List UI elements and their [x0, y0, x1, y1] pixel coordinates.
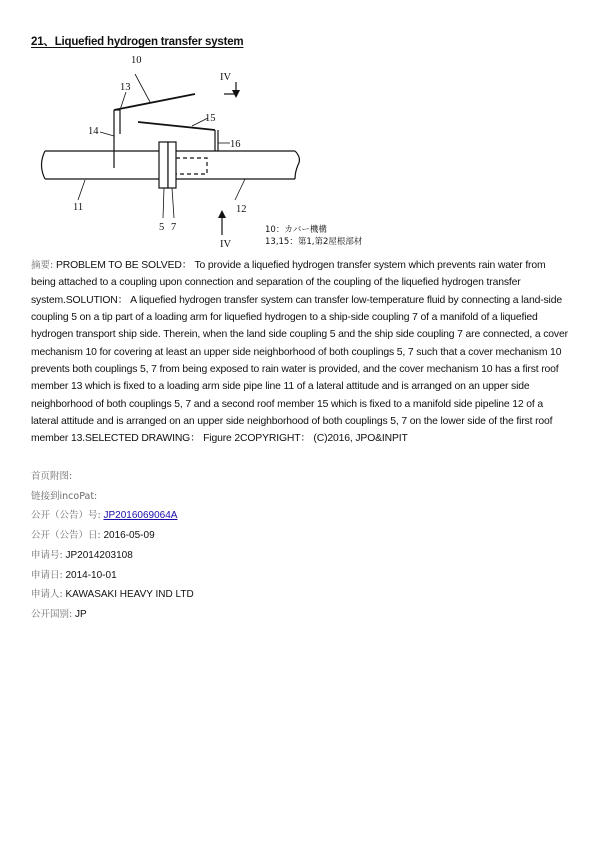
- meta-application-date: 申请日: 2014-10-01: [31, 569, 117, 581]
- coupling-flange-5: [159, 142, 168, 188]
- pipe-break-left: [42, 151, 46, 179]
- metadata-list: [31, 467, 571, 625]
- document-title: 21、Liquefied hydrogen transfer system: [31, 36, 244, 48]
- label-14: 14: [88, 126, 99, 137]
- leader-14: [100, 132, 114, 136]
- pipe-break-right: [295, 151, 299, 179]
- label-12: 12: [236, 204, 247, 215]
- label-5: 5: [159, 222, 165, 233]
- leader-11: [78, 180, 85, 200]
- hidden-pipe-section: [176, 158, 207, 174]
- meta-country: 公开国别: JP: [31, 608, 87, 620]
- label-11: 11: [73, 202, 84, 213]
- label-10: 10: [131, 55, 142, 66]
- label-iv-bottom: IV: [220, 239, 232, 250]
- drawing-caption: [265, 224, 362, 248]
- meta-publication-date: 公开（公告）日: 2016-05-09: [31, 530, 155, 542]
- leader-5: [163, 188, 164, 218]
- leader-7: [172, 188, 174, 218]
- publication-number-link[interactable]: JP2016069064A: [103, 510, 178, 522]
- label-13: 13: [120, 82, 131, 93]
- leader-10: [135, 74, 150, 102]
- meta-first-drawing: 首页附图:: [31, 471, 73, 482]
- caption-line: 13,15：第1,第2屋根部材: [265, 237, 363, 247]
- leader-12: [235, 179, 245, 200]
- roof-member-13-plate: [114, 94, 195, 110]
- abstract: [31, 257, 571, 448]
- roof-member-15-plate: [138, 122, 215, 130]
- label-16: 16: [230, 139, 241, 150]
- meta-publication-number: 公开（公告）号: JP2016069064A: [31, 510, 178, 522]
- label-7: 7: [171, 222, 177, 233]
- abstract-text: PROBLEM TO BE SOLVED： To provide a liquefied hydrogen transfer system which prevents rain water from being attached to a coupling upon connection and separation of the coupling of the liquefied hydrogen transfer system.SOLUTION： A liquefied hydrogen transfer system can transfer low-temperature fluid by connecting a land-side coupling 5 on a tip part of a loading arm for liquefied hydrogen to a ship-side coupling 7 of a manifold of a liquefied hydrogen transport ship side. Therein, when the land side coupling 5 and the ship side coupling 7 are connected, a cover mechanism 10 for covering at least an upper side neighborhood of both couplings 5, 7 such that a cover mechanism 10 prevents both couplings 5, 7 from being exposed to rain water is provided, and the cover mechanism 10 has a first roof member 13 which is fixed to a loading arm side pipe line 11 of a lateral attitude and is arranged on an upper side neighborhood of both couplings 5, 7 and a second roof member 15 which is fixed to a manifold side pipeline 12 of a lateral attitude and is arranged on an upper side neighborhood of both couplings 5, 7 on the lower side of the first roof member 13.SELECTED DRAWING： Figure 2COPYRIGHT： (C)2016, JPO&INPIT: [31, 260, 568, 445]
- label-15: 15: [205, 113, 216, 124]
- abstract-label: 摘要:: [31, 260, 54, 271]
- caption-line: 10：カバー機構: [265, 225, 327, 235]
- meta-application-number: 申请号: JP2014203108: [31, 549, 133, 561]
- meta-applicant: 申请人: KAWASAKI HEAVY IND LTD: [31, 589, 194, 601]
- section-arrow-bottom: [218, 210, 226, 218]
- label-iv-top: IV: [220, 72, 232, 83]
- meta-incopat-link: 链接到incoPat:: [31, 490, 98, 502]
- coupling-flange-7: [168, 142, 176, 188]
